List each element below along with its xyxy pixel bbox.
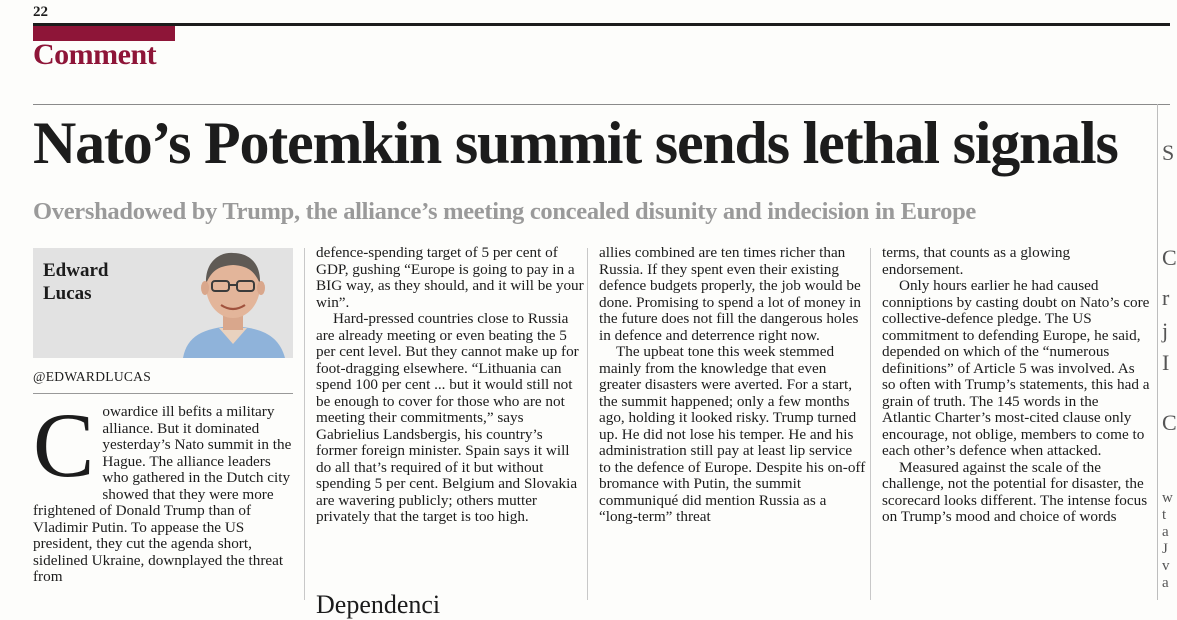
next-article-edge-glyph: w [1162,490,1173,506]
section-rule [33,104,1170,105]
author-name [43,259,153,305]
column-divider-1 [304,248,305,600]
paragraph: Only hours earlier he had caused conniptions by casting doubt on Nato’s core collective-defence pledge. The US commitment to defending Europe, he said, depended on which of the “numerous definitions” of Article 5 was involved. As so often with Trump’s statements, this had a grain of truth. The 145 words in the Atlantic Charter’s most-cited clause only encourage, not oblige, members to come to each other’s defence when attacked. [882,277,1150,459]
next-article-edge-glyph: S [1162,140,1175,165]
paragraph: defence-spending target of 5 per cent of GDP, gushing “Europe is going to pay in a BIG way, as they should, and it will be your win”. [316,244,584,311]
article-column-3 [599,245,867,526]
standfirst: Overshadowed by Trump, the alliance’s meeting concealed disunity and indecision in Europe [33,198,976,225]
next-article-edge-glyph: C [1162,245,1177,270]
next-article-edge-glyph: a [1162,524,1169,540]
column-rule-right [1157,104,1158,600]
author-portrait [163,248,303,358]
page-number: 22 [33,4,48,20]
paragraph: Measured against the scale of the challenge, not the potential for disaster, the scorecard looks different. The intense focus on Trump’s mood and choice of words [882,458,1148,525]
paragraph: allies combined are ten times richer than Russia. If they spent even their existing defence budgets properly, the job would be done. Promising to spend a lot of money in the future does not fill the dangerous holes in defence and deterrence right now. [599,244,861,344]
paragraph: terms, that counts as a glowing endorsement. [882,244,1071,278]
next-article-edge-glyph: J [1162,541,1168,557]
next-article-edge-glyph: v [1162,558,1170,574]
author-first-name: Edward [43,260,109,281]
drop-cap: C [33,394,95,496]
paragraph: Hard-pressed countries close to Russia are already meeting or even beating the 5 per cent level. But they cannot make up for foot-dragging elsewhere. “Lithuania can spend 100 per cent ... but it would still not be enough to cover for those who are not meeting their commitments,” says Gabrielius Landsbergis, his country’s former foreign minister. Spain says it will do all that’s required of it but without spending 5 per cent. Belgium and Slovakia are wavering publicly; others mutter privately that the target is too high. [316,310,579,525]
next-article-edge-glyph: r [1162,285,1170,310]
article-column-4 [882,245,1150,526]
column-divider-2 [587,248,588,600]
next-article-edge-glyph: j [1162,318,1169,343]
byline-box [33,248,293,358]
section-title: Comment [33,38,157,71]
author-handle: @EDWARDLUCAS [33,369,152,384]
next-article-edge-glyph: a [1162,575,1169,591]
top-rule [33,23,1170,26]
article-column-2 [316,245,584,526]
next-article-edge-glyph: C [1162,410,1177,435]
next-article-edge-glyph: t [1162,507,1167,523]
paragraph: owardice ill befits a military alliance. But it dominated yesterday’s Nato summit in the Hague. The alliance leaders who gathered in the Dutch city showed that they were more frightened of Donald Trump than of Vladimir Putin. To appease the US president, they cut the agenda short, sidelined Ukraine, downplayed the threat from [33,403,292,585]
article-column-1 [33,394,295,586]
paragraph: The upbeat tone this week stemmed mainly from the knowledge that even greater disasters were averted. For a start, the summit happened; only a few months ago, holding it looked risky. Trump turned up. He did not lose his temper. He and his administration still pay at least lip service to the defence of Europe. Despite his on-off bromance with Putin, the summit communiqué did mention Russia as a “long-term” threat [599,343,866,525]
column-divider-3 [870,248,871,600]
headline: Nato’s Potemkin summit sends lethal signals [33,110,1118,176]
next-article-edge-glyph: I [1162,350,1170,375]
author-last-name: Lucas [43,283,92,304]
crosshead-partial: Dependenci [316,590,441,619]
